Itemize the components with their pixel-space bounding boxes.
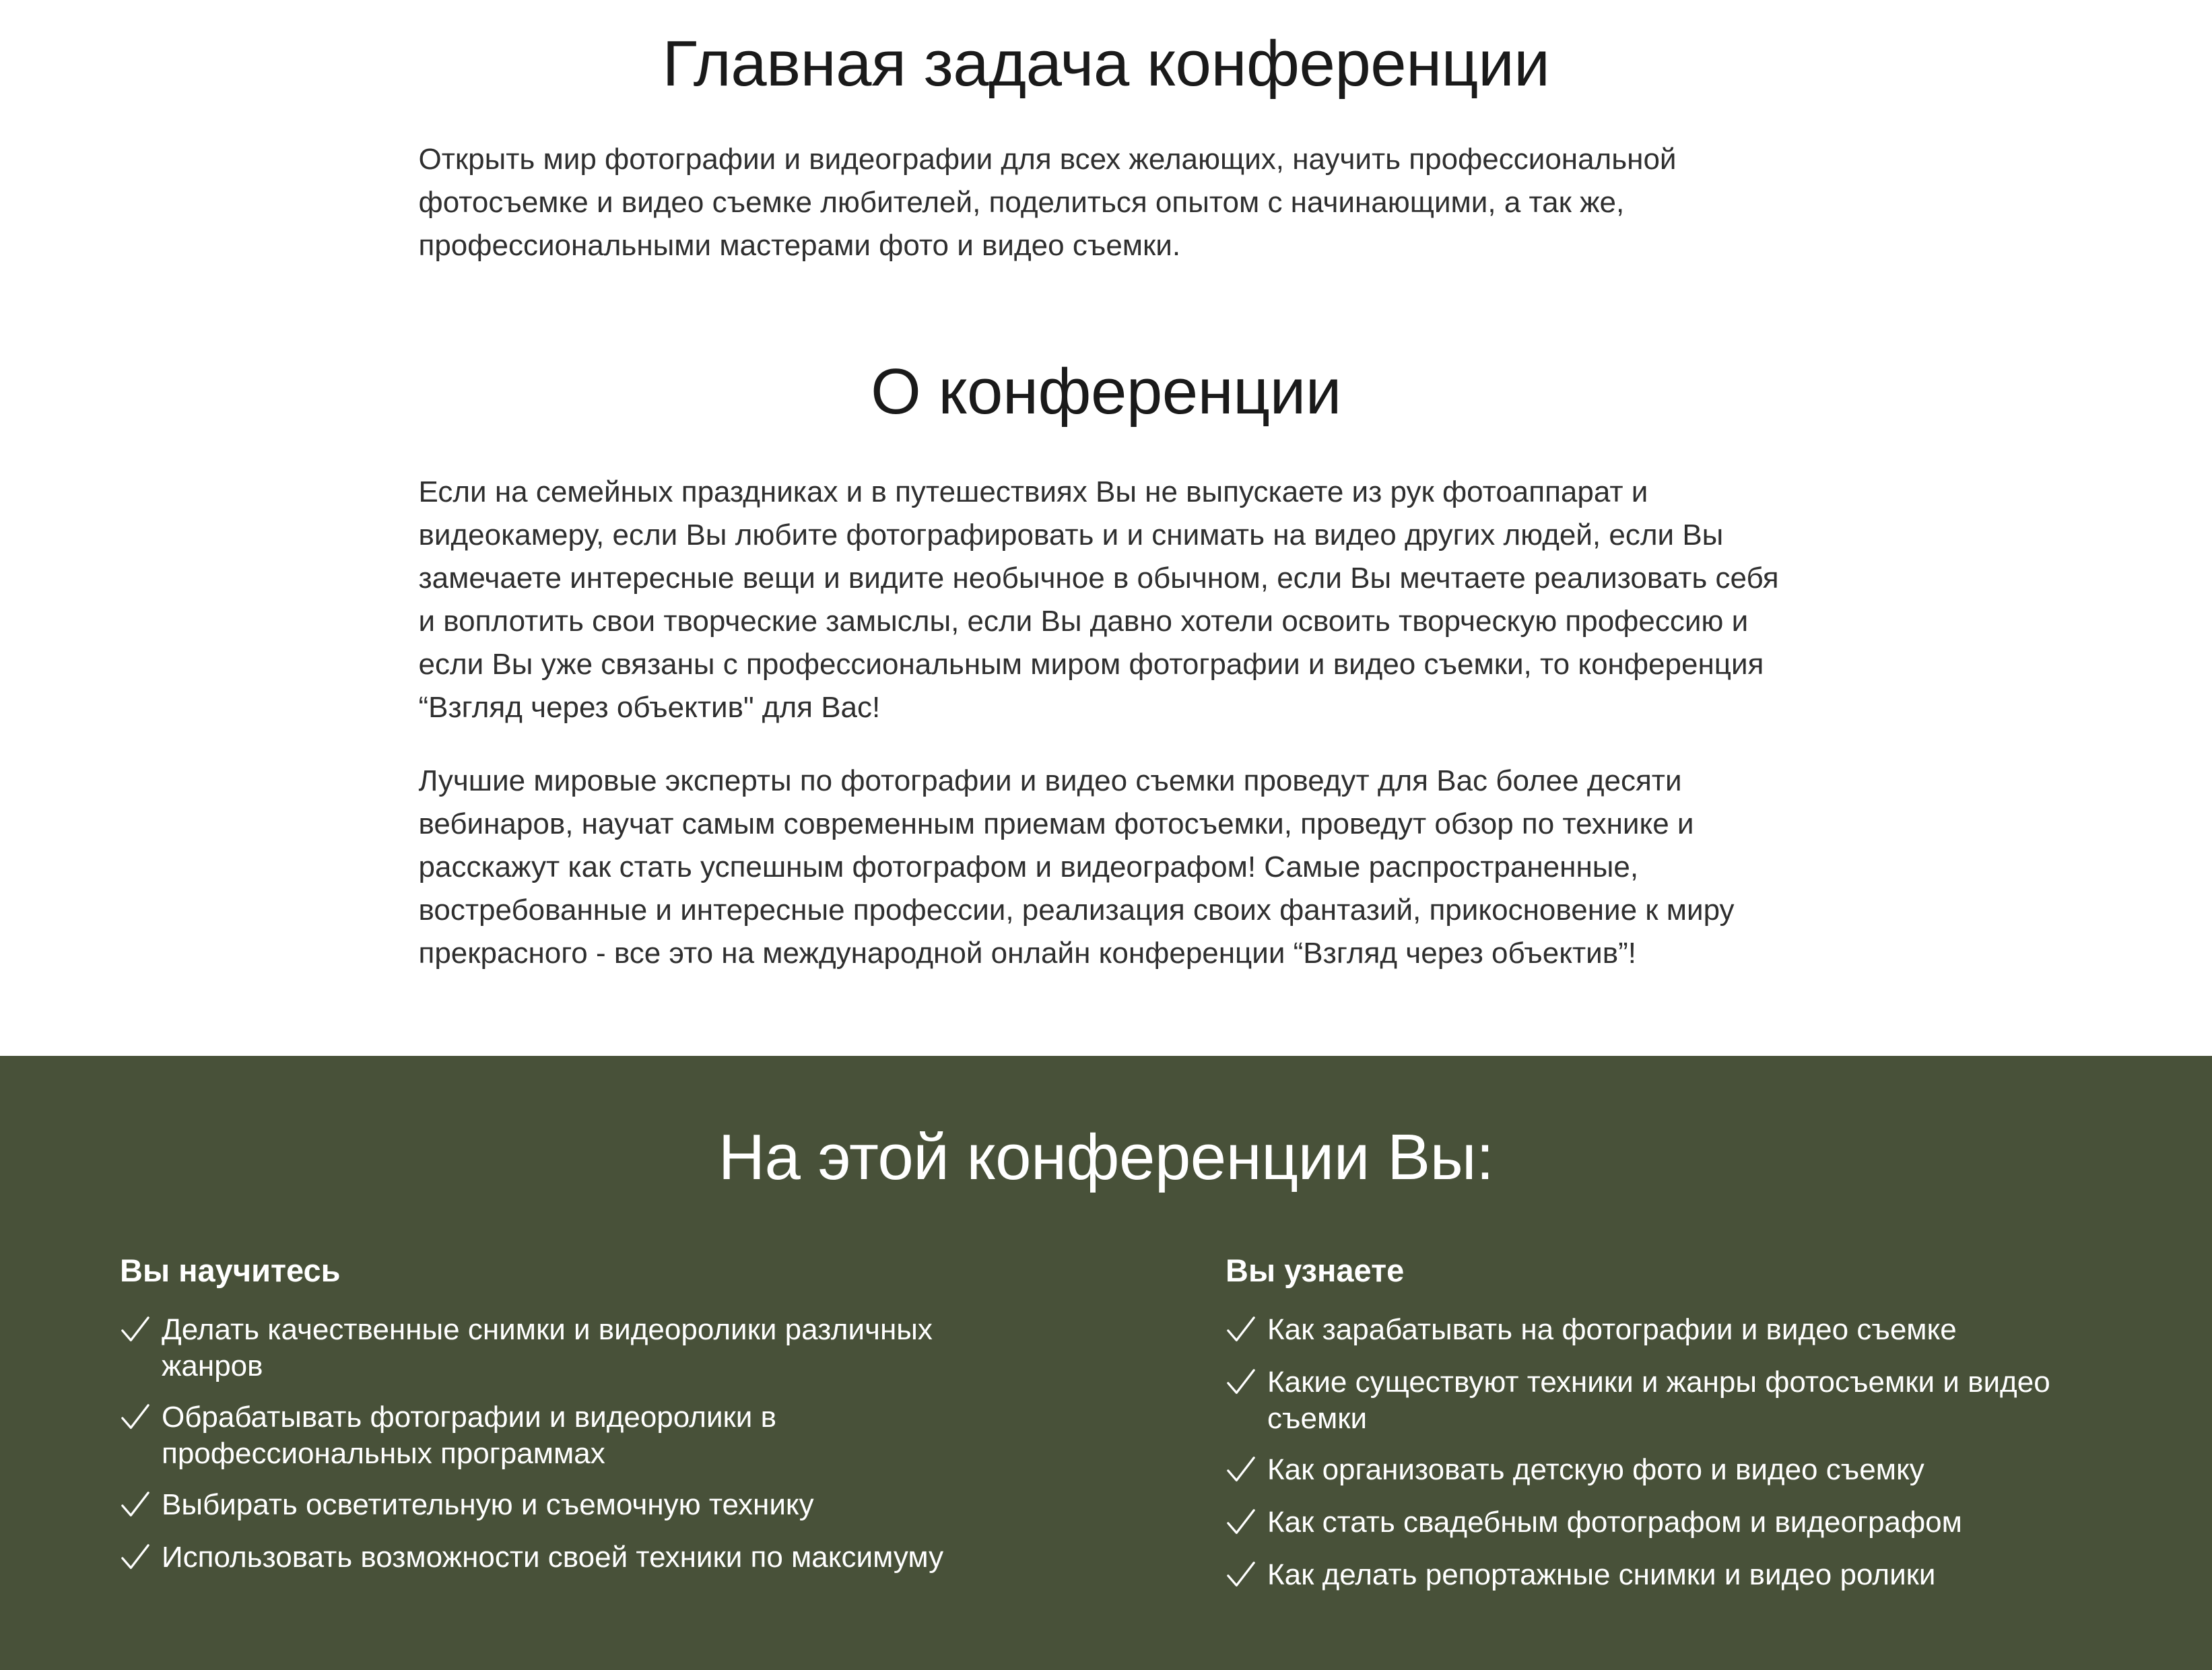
main-heading: Главная задача конференции — [662, 28, 1550, 100]
check-icon — [1226, 1367, 1267, 1402]
list-item — [1226, 1504, 2094, 1542]
about-paragraph-2: Лучшие мировые эксперты по фотографии и видео съемки проведут для Вас более десяти вебинаров, научат самым современным приемам фотосъемки, проведут обзор по технике и расскажут как стать успешным фотографом и видеографом! Самые распространенные, востребованные и интересные профессии, реализация своих фантазий, прикосновение к миру прекрасного - все это на международной онлайн конференции “Взгляд через объектив”! — [418, 764, 1735, 970]
benefits-column-know — [1226, 1252, 2094, 1595]
benefits-heading: На этой конференции Вы: — [718, 1121, 1494, 1193]
know-list — [1226, 1312, 2094, 1595]
list-item-label: Как делать репортажные снимки и видео ролики — [1267, 1558, 1936, 1591]
about-paragraph-1: Если на семейных праздниках и в путешествиях Вы не выпускаете из рук фотоаппарат и видеокамеру, если Вы любите фотографировать и и снимать на видео других людей, если Вы замечаете интересные вещи и видите необычное в обычном, если Вы мечтаете реализовать себя и воплотить свои творческие замыслы, если Вы давно хотели освоить творческую профессию и если Вы уже связаны с профессиональным миром фотографии и видео съемки, то конференция “Взгляд через объектив" для Вас! — [418, 475, 1779, 725]
list-item-label: Делать качественные снимки и видеоролики различных жанров — [162, 1312, 933, 1382]
check-icon — [120, 1542, 162, 1577]
benefits-column-learn — [114, 1252, 1010, 1595]
list-item-label: Использовать возможности своей техники по максимуму — [162, 1540, 944, 1574]
list-item-label: Обрабатывать фотографии и видеоролики в профессиональных программах — [162, 1400, 776, 1470]
know-column-title: Вы узнаете — [1226, 1252, 1405, 1288]
list-item-label: Выбирать осветительную и съемочную технику — [162, 1488, 814, 1521]
check-icon — [120, 1490, 162, 1525]
check-icon — [1226, 1560, 1267, 1595]
intro-text-column — [419, 138, 1794, 267]
list-item — [1226, 1557, 2094, 1595]
check-icon — [120, 1314, 162, 1349]
check-icon — [1226, 1507, 1267, 1542]
list-item-label: Как стать свадебным фотографом и видеографом — [1267, 1505, 1962, 1539]
learn-column-title: Вы научитесь — [120, 1252, 341, 1288]
list-item — [120, 1312, 1010, 1384]
list-item — [1226, 1312, 2094, 1349]
about-heading: О конференции — [871, 355, 1341, 428]
learn-list — [120, 1312, 1010, 1577]
list-item — [120, 1487, 1010, 1525]
column-spacer — [1010, 1252, 1226, 1595]
list-item-label: Как зарабатывать на фотографии и видео съемке — [1267, 1312, 1957, 1346]
list-item-label: Как организовать детскую фото и видео съемку — [1267, 1452, 1924, 1486]
benefits-columns — [114, 1193, 2098, 1595]
about-text-column — [419, 471, 1794, 975]
list-item-label: Какие существуют техники и жанры фотосъемки и видео съемки — [1267, 1365, 2050, 1435]
check-icon — [1226, 1314, 1267, 1349]
check-icon — [120, 1402, 162, 1437]
benefits-section — [0, 1056, 2212, 1670]
list-item — [1226, 1364, 2094, 1437]
check-icon — [1226, 1455, 1267, 1490]
list-item — [1226, 1452, 2094, 1490]
list-item — [120, 1539, 1010, 1577]
lead-paragraph: Открыть мир фотографии и видеографии для всех желающих, научить профессиональной фотосъемке и видео съемке любителей, поделиться опытом с начинающими, а так же, профессиональными мастерами фото и видео съемки. — [418, 142, 1677, 262]
list-item — [120, 1399, 1010, 1472]
